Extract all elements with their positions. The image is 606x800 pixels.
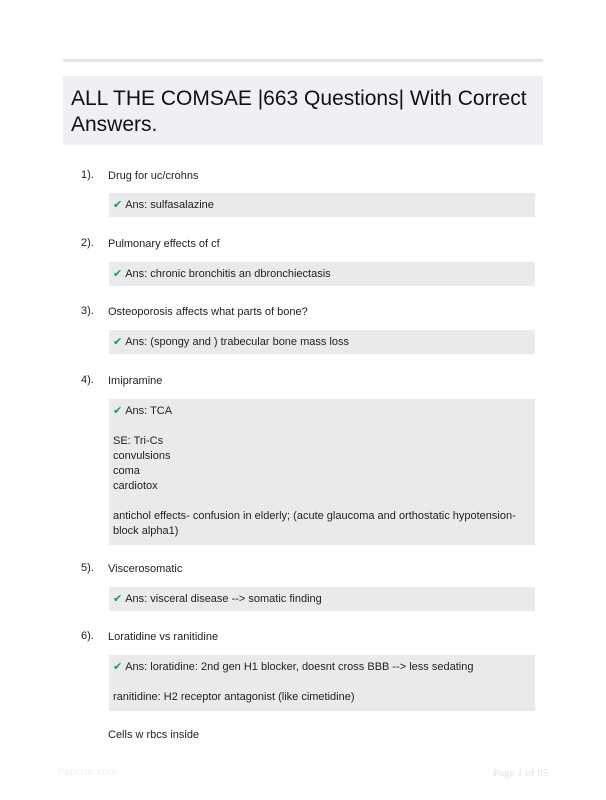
question-text: Osteoporosis affects what parts of bone? — [108, 306, 308, 318]
answer-line: cardiotox — [113, 480, 158, 492]
question-text: Drug for uc/crohns — [108, 170, 199, 182]
question-number: 4). — [81, 374, 94, 386]
answer-line: Ans: chronic bronchitis an dbronchiectasis — [125, 268, 331, 280]
question-number: 5). — [81, 562, 94, 574]
answer-line: Ans: (spongy and ) trabecular bone mass loss — [125, 336, 349, 348]
top-rule — [63, 59, 543, 62]
question-number: 3). — [81, 305, 94, 317]
answer-line: Ans: visceral disease --> somatic finding — [125, 593, 322, 605]
question-number: 1). — [81, 169, 94, 181]
title-box — [63, 76, 543, 145]
answer-line: Ans: sulfasalazine — [125, 199, 214, 211]
answer-box — [109, 330, 535, 354]
check-icon: ✔ — [113, 267, 123, 280]
answer-line — [113, 494, 529, 509]
answer-box — [109, 655, 535, 711]
question-text: Loratidine vs ranitidine — [108, 631, 219, 643]
answer-line: block alpha1) — [113, 525, 179, 537]
page-number: Page 1 of 85 — [493, 767, 549, 779]
answer-line — [113, 675, 529, 690]
check-icon: ✔ — [113, 198, 123, 211]
answer-box — [109, 262, 535, 286]
answer-line — [113, 419, 529, 434]
question-number: 6). — [81, 630, 94, 642]
answer-box — [109, 193, 535, 217]
answer-box — [109, 399, 535, 545]
answer-line: antichol effects- confusion in elderly; (acute glaucoma and orthostatic hypotension- — [113, 510, 516, 522]
question-text: Pulmonary effects of cf — [108, 238, 220, 250]
answer-line: Ans: loratidine: 2nd gen H1 blocker, doesnt cross BBB --> less sedating — [125, 661, 474, 673]
question-text: Cells w rbcs inside — [108, 729, 200, 741]
answer-line: coma — [113, 465, 140, 477]
check-icon: ✔ — [113, 335, 123, 348]
document-title: ALL THE COMSAE |663 Questions| With Correct Answers. — [71, 87, 527, 136]
answer-box — [109, 587, 535, 611]
question-number: 2). — [81, 237, 94, 249]
check-icon: ✔ — [113, 404, 123, 417]
question-text: Imipramine — [108, 375, 163, 387]
answer-line: ranitidine: H2 receptor antagonist (like cimetidine) — [113, 691, 355, 703]
question-text: Viscerosomatic — [108, 563, 183, 575]
answer-line: Ans: TCA — [125, 405, 173, 417]
footer-site: Papertic.com — [58, 767, 117, 778]
check-icon: ✔ — [113, 592, 123, 605]
answer-line: convulsions — [113, 450, 171, 462]
check-icon: ✔ — [113, 660, 123, 673]
answer-line: SE: Tri-Cs — [113, 435, 164, 447]
